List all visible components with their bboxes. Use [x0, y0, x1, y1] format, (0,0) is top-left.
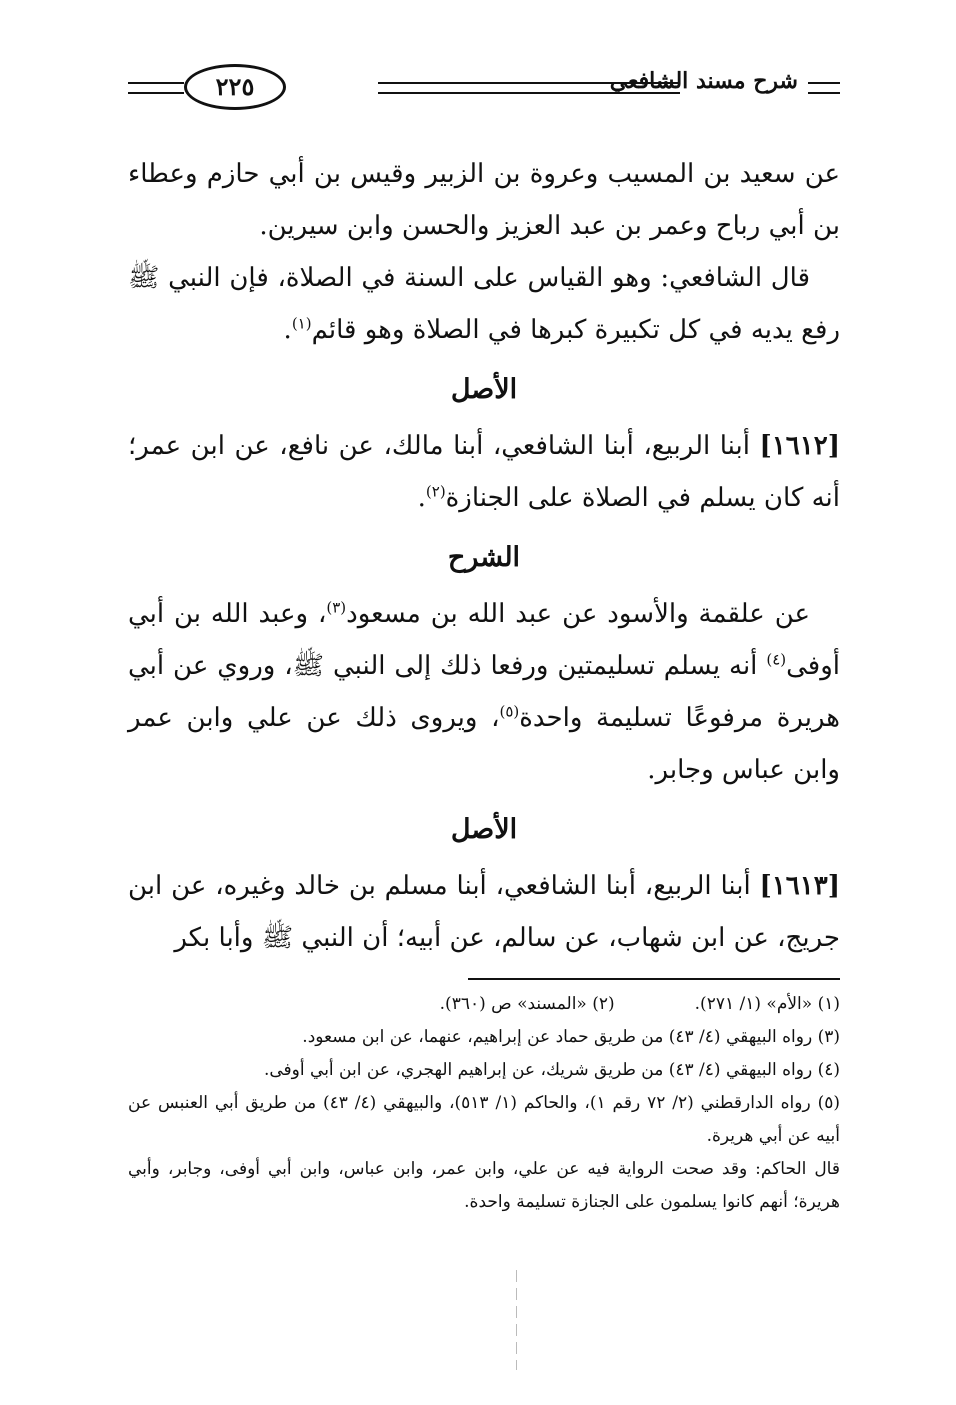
- hadith-number-1613: [١٦١٣]: [759, 871, 840, 901]
- footnote-ref-5: (٥): [499, 702, 520, 721]
- page-header: [128, 64, 840, 108]
- paragraph-1: عن سعيد بن المسيب وعروة بن الزبير وقيس بن أبي حازم وعطاء بن أبي رباح وعمر بن عبد العزيز والحسن وابن سيرين.: [128, 159, 840, 241]
- sharh-text-b: ، وعبد الله بن أبي أوفى: [128, 599, 840, 681]
- header-rule-left: [128, 82, 184, 94]
- hadith-number-1612: [١٦١٢]: [759, 431, 840, 461]
- heading-sharh: الشرح: [447, 542, 521, 573]
- page-number: ٢٢٥: [184, 64, 286, 110]
- paragraph-2-text: قال الشافعي: وهو القياس على السنة في الصلاة، فإن النبي ﷺ رفع يديه في كل تكبيرة كبرها في الصلاة وهو قائم: [128, 263, 840, 345]
- footnote-row: [128, 988, 840, 1021]
- footnotes: [128, 988, 840, 1219]
- running-title: شرح مسند الشافعي: [609, 68, 798, 94]
- binding-gutter-mark: [516, 1270, 517, 1370]
- footnote-ref-4: (٤): [766, 650, 787, 669]
- footnote-ref-2: (٢): [425, 482, 446, 501]
- sharh-text-d: ، ويروى ذلك عن علي وابن عمر وابن عباس وجابر.: [128, 703, 840, 785]
- sharh-text-a: عن علقمة والأسود عن عبد الله بن مسعود: [346, 599, 810, 629]
- main-text: [128, 148, 840, 964]
- hadith-1612-text: أبنا الربيع، أبنا الشافعي، أبنا مالك، عن نافع، عن ابن عمر؛ أنه كان يسلم في الصلاة على الجنازة: [128, 431, 840, 513]
- footnote-3: (٣) رواه البيهقي (٤/ ٤٣) من طريق حماد عن إبراهيم، عنهما، عن ابن مسعود.: [302, 1027, 840, 1047]
- footnote-4: (٤) رواه البيهقي (٤/ ٤٣) من طريق شريك، عن إبراهيم الهجري، عن ابن أبي أوفى.: [263, 1060, 840, 1080]
- header-rule-right: [808, 82, 840, 94]
- footnote-5-continuation: قال الحاكم: وقد صحت الرواية فيه عن علي، وابن عمر، وابن عباس، وابن أبي أوفى، وجابر، وأبي هريرة؛ أنهم كانوا يسلمون على الجنازة تسليمة واحدة.: [128, 1159, 840, 1212]
- hadith-1613-text: أبنا الربيع، أبنا الشافعي، أبنا مسلم بن خالد وغيره، عن ابن جريج، عن ابن شهاب، عن سالم، عن أبيه؛ أن النبي ﷺ وأبا بكر: [128, 871, 840, 953]
- period: .: [417, 483, 426, 513]
- footnote-2: (٢) «المسند» ص (٣٦٠).: [439, 994, 615, 1014]
- hadith-1612: [128, 420, 840, 524]
- footnote-separator: [468, 978, 840, 980]
- hadith-1613: [128, 860, 840, 964]
- heading-asl-1: الأصل: [450, 374, 518, 405]
- sharh-paragraph: [128, 588, 840, 796]
- footnote-5: (٥) رواه الدارقطني (٢/ ٧٢ رقم ١)، والحاكم (١/ ٥١٣)، والبيهقي (٤/ ٤٣) من طريق أبي العنبس عن أبيه عن أبي هريرة.: [128, 1093, 840, 1146]
- heading-asl-2: الأصل: [450, 814, 518, 845]
- period: .: [283, 315, 292, 345]
- sharh-text-c: أنه يسلم تسليمتين ورفعا ذلك إلى النبي ﷺ، وروي عن أبي هريرة مرفوعًا تسليمة واحدة: [128, 651, 840, 733]
- footnote-1: (١) «الأم» (١/ ٢٧١).: [694, 994, 840, 1014]
- footnote-ref-1: (١): [291, 314, 312, 333]
- footnote-ref-3: (٣): [326, 598, 347, 617]
- paragraph-2: [128, 252, 840, 356]
